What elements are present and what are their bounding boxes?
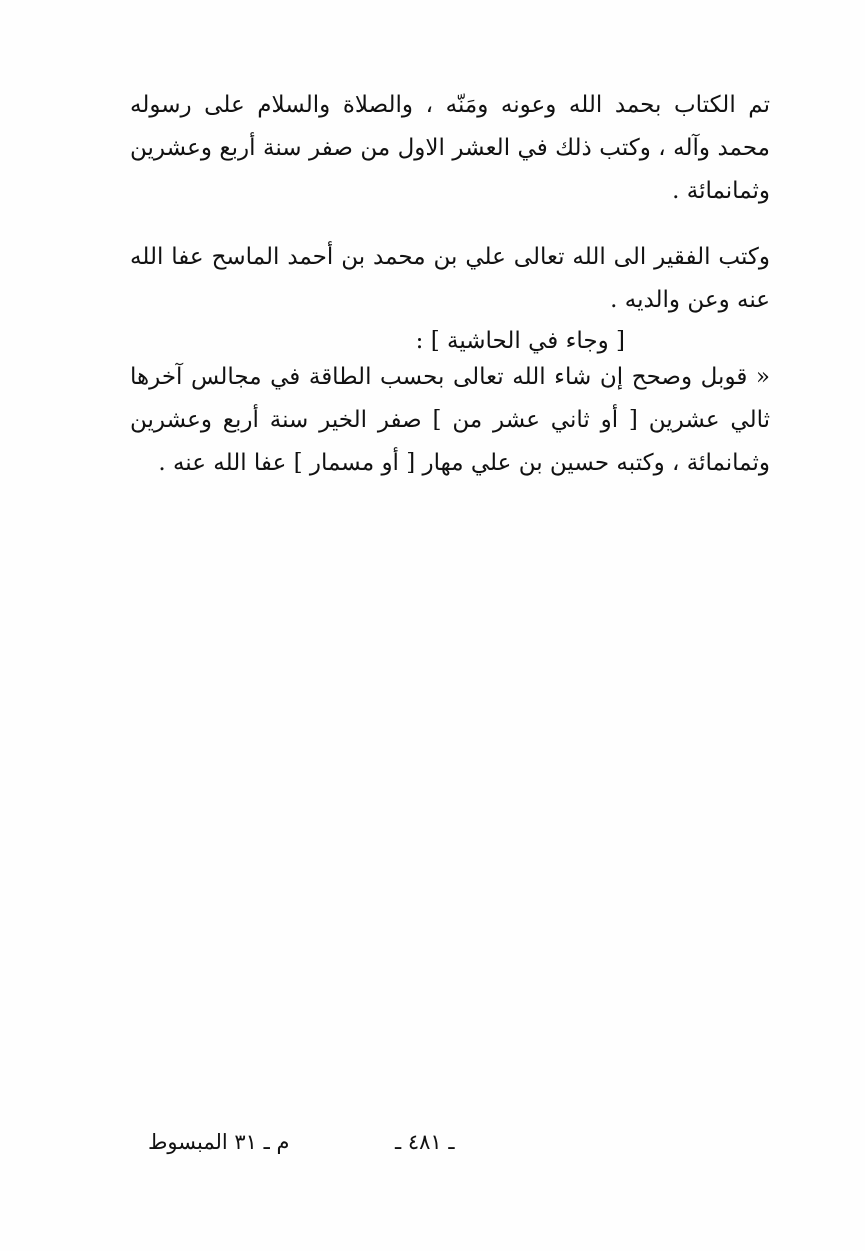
colophon-paragraph [130,84,770,213]
scribe-paragraph [130,236,770,322]
colophon-text: تم الكتاب بحمد الله وعونه ومَنّه ، والصلاة والسلام على رسوله محمد وآله ، وكتب ذلك في العشر الاول من صفر سنة أربع وعشرين وثمانمائة . [130,92,770,204]
margin-note-paragraph [130,356,770,485]
page-number: ـ ٤٨١ ـ [395,1130,455,1154]
margin-note-heading: [ وجاء في الحاشية ] : [415,328,625,354]
signature-mark: م ـ ٣١ المبسوط [148,1130,290,1154]
scribe-text: وكتب الفقير الى الله تعالى علي بن محمد بن أحمد الماسح عفا الله عنه وعن والديه . [130,244,770,313]
margin-note-text: « قوبل وصحح إن شاء الله تعالى بحسب الطاقة في مجالس آخرها ثالي عشرين [ أو ثاني عشر من ] صفر الخير سنة أربع وعشرين وثمانمائة ، وكتبه حسين بن علي مهار [ أو مسمار ] عفا الله عنه . [130,364,770,476]
